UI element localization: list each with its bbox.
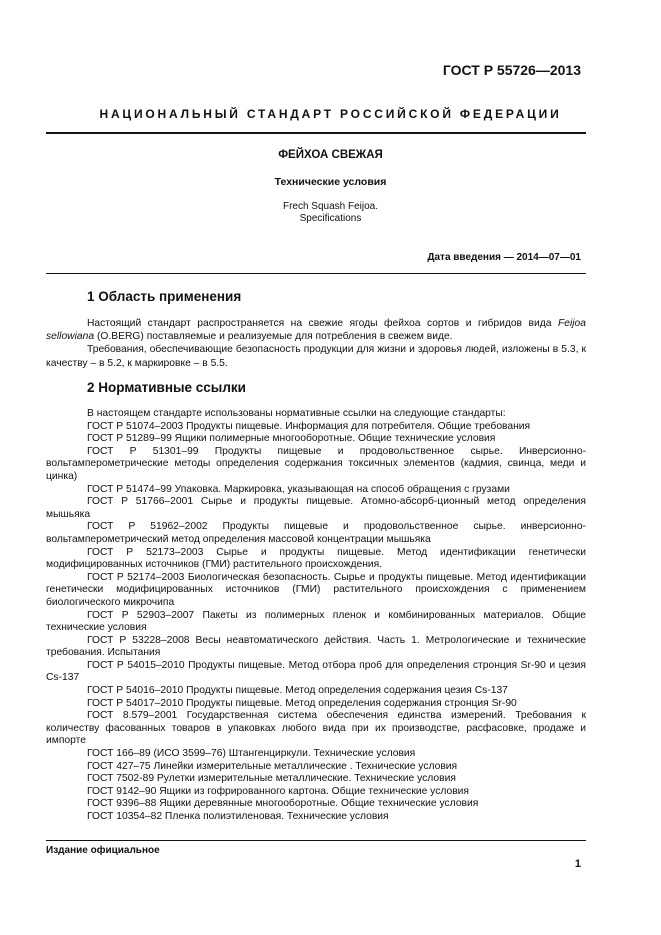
text-run: (O.BERG) поставляемые и реализуемые для потребления в свежем виде.: [94, 331, 453, 343]
reference-item: ГОСТ 9142–90 Ящики из гофрированного картона. Общие технические условия: [87, 785, 470, 797]
section-1-body: [46, 317, 586, 370]
reference-item: ГОСТ 7502-89 Рулетки измерительные металлические. Технические условия: [87, 773, 456, 785]
section-1-paragraph-1: [46, 317, 586, 343]
reference-item: ГОСТ 10354–82 Пленка полиэтиленовая. Технические условия: [87, 811, 389, 822]
reference-item: ГОСТ Р 54016–2010 Продукты пищевые. Метод определения содержания цезия Cs-137: [87, 685, 508, 697]
header-rule: [46, 132, 586, 134]
edition-label: Издание официальное: [46, 845, 160, 856]
introduction-date: Дата введения — 2014—07—01: [427, 252, 581, 263]
reference-item: ГОСТ Р 51289–99 Ящики полимерные многооборотные. Общие технические условия: [87, 433, 496, 445]
reference-item: ГОСТ Р 54017–2010 Продукты пищевые. Метод определения содержания стронция Sr-90: [87, 697, 517, 709]
date-rule: [46, 273, 586, 274]
reference-item: ГОСТ Р 51962–2002 Продукты пищевые и продовольственное сырье. инверсионно-вольтамперометрический метод определения массовой концентрации мышьяка: [46, 521, 586, 545]
reference-item: ГОСТ Р 51074–2003 Продукты пищевые. Информация для потребителя. Общие требования: [87, 420, 531, 432]
text-run: Настоящий стандарт распространяется на свежие ягоды фейхоа сортов и гибридов вида: [87, 318, 558, 329]
species-name: Feijoa sellowiana: [46, 318, 586, 343]
standard-number: ГОСТ Р 55726—2013: [442, 62, 581, 78]
section-1-paragraph-2: Требования, обеспечивающие безопасность продукции для жизни и здоровья людей, изложены в 5.3, к качеству – в 5.2, к маркировке – в 5.5.: [46, 344, 586, 369]
english-title: [0, 201, 661, 225]
reference-item: ГОСТ Р 52173–2003 Сырье и продукты пищевые. Метод идентификации генетически модифицированных источников (ГМИ) растительного происхождения.: [46, 546, 586, 571]
reference-item: ГОСТ 8.579–2001 Государственная система обеспечения единства измерений. Требования к количеству фасованных товаров в упаковках любого вида при их производстве, расфасовке, продаже и импорте: [46, 710, 586, 747]
english-title-line-2: Specifications: [299, 213, 362, 224]
reference-item: ГОСТ Р 51474–99 Упаковка. Маркировка, указывающая на способ обращения с грузами: [87, 483, 510, 495]
document-title: ФЕЙХОА СВЕЖАЯ: [278, 149, 383, 161]
reference-item: ГОСТ Р 51766–2001 Сырье и продукты пищевые. Атомно-абсорб-ционный метод определения мышьяка: [46, 496, 586, 520]
footer-rule: [46, 840, 586, 841]
national-standard-title: НАЦИОНАЛЬНЫЙ СТАНДАРТ РОССИЙСКОЙ ФЕДЕРАЦИИ: [99, 107, 562, 121]
reference-item: ГОСТ 427–75 Линейки измерительные металлические . Технические условия: [87, 760, 458, 772]
reference-item: ГОСТ Р 52903–2007 Пакеты из полимерных пленок и комбинированных материалов. Общие технические условия: [46, 609, 586, 634]
section-2-heading: 2 Нормативные ссылки: [87, 380, 246, 395]
document-subtitle: Технические условия: [274, 176, 387, 188]
reference-item: ГОСТ Р 52174–2003 Биологическая безопасность. Сырье и продукты пищевые. Метод идентификации генетически модифицированных источников (ГМИ) растительного происхождения с применением биологического микрочипа: [46, 571, 586, 608]
references-list: [46, 408, 586, 824]
reference-item: ГОСТ Р 53228–2008 Весы неавтоматического действия. Часть 1. Метрологические и технические требования. Испытания: [46, 634, 586, 659]
reference-item: ГОСТ Р 51301–99 Продукты пищевые и продовольственное сырье. Инверсионно-вольтамперометрические методы определения содержания токсичных элементов (кадмия, свинца, меди и цинка): [46, 445, 586, 482]
english-title-line-1: Frech Squash Feijoa.: [282, 201, 379, 212]
references-intro: В настоящем стандарте использованы нормативные ссылки на следующие стандарты:: [87, 408, 506, 419]
reference-item: ГОСТ 9396–88 Ящики деревянные многооборотные. Общие технические условия: [87, 798, 479, 810]
reference-item: ГОСТ Р 54015–2010 Продукты пищевые. Метод отбора проб для определения стронция Sr-90 и цезия Cs-137: [46, 659, 586, 684]
page-number: 1: [574, 858, 581, 870]
reference-item: ГОСТ 166–89 (ИСО 3599–76) Штангенциркули. Технические условия: [87, 748, 416, 760]
section-1-heading: 1 Область применения: [87, 289, 242, 304]
